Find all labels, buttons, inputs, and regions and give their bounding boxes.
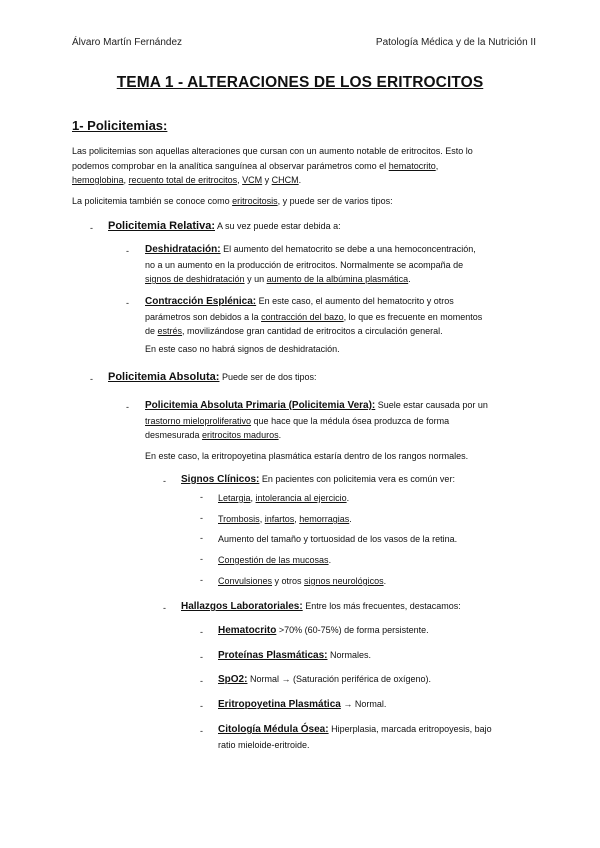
bullet-dash: -: [126, 298, 129, 308]
punct: ,: [250, 493, 256, 503]
punct: ,: [435, 160, 439, 171]
hallazgo-spo2-text: Normal → (Saturación periférica de oxígeno).: [247, 674, 432, 684]
term-convulsiones: Convulsiones: [218, 576, 273, 586]
bullet-dash: -: [200, 575, 203, 585]
hallazgos-item: [181, 599, 461, 615]
punct: .: [408, 274, 411, 284]
signo-1: [218, 491, 349, 506]
absoluta-label: Policitemia Absoluta:: [108, 371, 220, 383]
header-author: Álvaro Martín Fernández: [72, 37, 183, 48]
punct: .: [328, 555, 332, 565]
intro-paragraph: [72, 144, 473, 188]
signos-item: [181, 472, 455, 488]
relativa-label: Policitemia Relativa:: [108, 220, 215, 232]
primaria-note: En este caso, la eritropoyetina plasmática estaría dentro de los rangos normales.: [145, 451, 469, 461]
term-signos-neurologicos: signos neurológicos: [304, 576, 384, 586]
hallazgo-proteinas-text: Normales.: [327, 650, 372, 660]
bullet-dash: -: [90, 223, 93, 233]
punct: y otros: [272, 576, 305, 586]
term-estres: estrés: [157, 326, 183, 336]
signo-5: [218, 574, 386, 589]
deshidratacion-text: El aumento del hematocrito se debe a una hemoconcentración,: [220, 244, 476, 254]
term-signos-deshidratacion: signos de deshidratación: [145, 274, 245, 284]
bullet-dash: -: [200, 676, 203, 686]
bullet-dash: -: [200, 533, 203, 543]
punct: ,: [237, 175, 243, 185]
term-hemoglobina: hemoglobina: [72, 175, 124, 185]
bullet-dash: -: [200, 492, 203, 502]
term-congestion: Congestión de las mucosas: [218, 555, 329, 565]
relativa-text: A su vez puede estar debida a:: [215, 221, 341, 231]
primaria-item: [145, 398, 488, 443]
contraccion-label: Contracción Esplénica:: [145, 296, 257, 307]
term-hemorragias: hemorragias: [299, 514, 350, 524]
bullet-dash: -: [90, 374, 93, 384]
hallazgo-2: [218, 648, 371, 664]
hallazgos-label: Hallazgos Laboratoriales:: [181, 601, 303, 612]
intro-line-2: podemos comprobar en la analítica sanguínea al observar parámetros como el: [72, 160, 389, 171]
section-heading: 1- Policitemias:: [72, 118, 168, 133]
term-mieloproliferativo: trastorno mieloproliferativo: [145, 415, 252, 426]
term-vcm: VCM: [242, 175, 263, 185]
deshidratacion-label: Deshidratación:: [145, 244, 221, 255]
punct: .: [346, 493, 350, 503]
punct: .: [383, 576, 387, 586]
hallazgo-4: [218, 697, 386, 713]
relativa-item: [108, 219, 341, 234]
hallazgo-proteinas-label: Proteínas Plasmáticas:: [218, 650, 328, 661]
bullet-dash: -: [126, 402, 129, 412]
punct: .: [278, 430, 282, 440]
hallazgo-1: [218, 623, 429, 639]
hallazgo-hematocrito-text: >70% (60-75%) de forma persistente.: [276, 625, 429, 635]
punct: ,: [294, 514, 300, 524]
intro-line-1: Las policitemias son aquellas alteraciones que cursan con un aumento notable de eritrocitos. Esto lo: [72, 146, 473, 156]
punct: y un: [244, 274, 267, 284]
signo-3: Aumento del tamaño y tortuosidad de los vasos de la retina.: [218, 534, 458, 544]
types-text-end: , y puede ser de varios tipos:: [277, 196, 393, 206]
hallazgo-hematocrito-label: Hematocrito: [218, 625, 277, 636]
term-hematocrito: hematocrito: [388, 160, 436, 171]
signo-2: [218, 512, 352, 527]
contraccion-item: [145, 294, 482, 339]
term-infartos: infartos: [264, 514, 295, 524]
hallazgos-text: Entre los más frecuentes, destacamos:: [302, 601, 461, 611]
contraccion-text-5: , movilizándose gran cantidad de eritrocitos a circulación general.: [182, 326, 443, 336]
bullet-dash: -: [163, 603, 166, 613]
bullet-dash: -: [200, 627, 203, 637]
punct: ,: [123, 175, 129, 185]
deshidratacion-text-2: no a un aumento en la producción de eritrocitos. Normalmente se acompaña de: [145, 259, 464, 270]
bullet-dash: -: [200, 513, 203, 523]
hallazgo-citologia-text: Hiperplasia, marcada eritropoyesis, bajo: [328, 724, 492, 734]
term-eritrocitos-maduros: eritrocitos maduros: [202, 430, 279, 440]
hallazgo-epo-text: → Normal.: [340, 699, 387, 709]
term-albumina: aumento de la albúmina plasmática: [266, 274, 409, 284]
punct: y: [262, 175, 272, 185]
bullet-dash: -: [200, 652, 203, 662]
contraccion-text: En este caso, el aumento del hematocrito y otros: [256, 296, 454, 306]
signo-4: [218, 553, 331, 568]
page-title: TEMA 1 - ALTERACIONES DE LOS ERITROCITOS: [116, 74, 484, 91]
absoluta-item: [108, 370, 317, 385]
primaria-label: Policitemia Absoluta Primaria (Policitemia Vera):: [145, 400, 376, 411]
contraccion-text-3: , lo que es frecuente en momentos: [343, 311, 483, 322]
punct: ,: [259, 514, 265, 524]
contraccion-note: En este caso no habrá signos de deshidratación.: [145, 344, 340, 354]
signos-text: En pacientes con policitemia vera es común ver:: [259, 474, 455, 484]
contraccion-text-2: parámetros son debidos a la: [145, 311, 262, 322]
term-chcm: CHCM: [271, 175, 299, 185]
bullet-dash: -: [200, 701, 203, 711]
header-course: Patología Médica y de la Nutrición II: [375, 37, 536, 48]
contraccion-text-4: de: [145, 326, 158, 336]
punct: .: [349, 514, 352, 524]
absoluta-text: Puede ser de dos tipos:: [219, 372, 317, 382]
bullet-dash: -: [126, 246, 129, 256]
types-paragraph: [72, 194, 393, 209]
signos-label: Signos Clínicos:: [181, 474, 260, 485]
bullet-dash: -: [163, 476, 166, 486]
hallazgo-3: [218, 672, 431, 688]
hallazgo-citologia-text-2: ratio mieloide-eritroide.: [218, 739, 310, 750]
term-eritrocitosis: eritrocitosis: [232, 196, 278, 206]
types-text: La policitemia también se conoce como: [72, 196, 233, 206]
hallazgo-5: [218, 722, 492, 752]
bullet-dash: -: [200, 554, 203, 564]
bullet-dash: -: [200, 726, 203, 736]
hallazgo-spo2-label: SpO2:: [218, 674, 248, 685]
term-letargia: Letargia: [218, 493, 251, 503]
term-intolerancia: intolerancia al ejercicio: [255, 493, 347, 503]
punct: .: [298, 175, 302, 185]
term-recuento: recuento total de eritrocitos: [128, 175, 238, 185]
term-trombosis: Trombosis: [218, 514, 260, 524]
deshidratacion-item: [145, 242, 476, 287]
primaria-text: Suele estar causada por un: [375, 400, 488, 410]
primaria-text-2: que hace que la médula ósea produzca de forma: [251, 415, 450, 426]
hallazgo-citologia-label: Citología Médula Ósea:: [218, 724, 329, 735]
hallazgo-epo-label: Eritropoyetina Plasmática: [218, 699, 341, 710]
term-contraccion-bazo: contracción del bazo: [261, 311, 344, 322]
primaria-text-3: desmesurada: [145, 430, 203, 440]
